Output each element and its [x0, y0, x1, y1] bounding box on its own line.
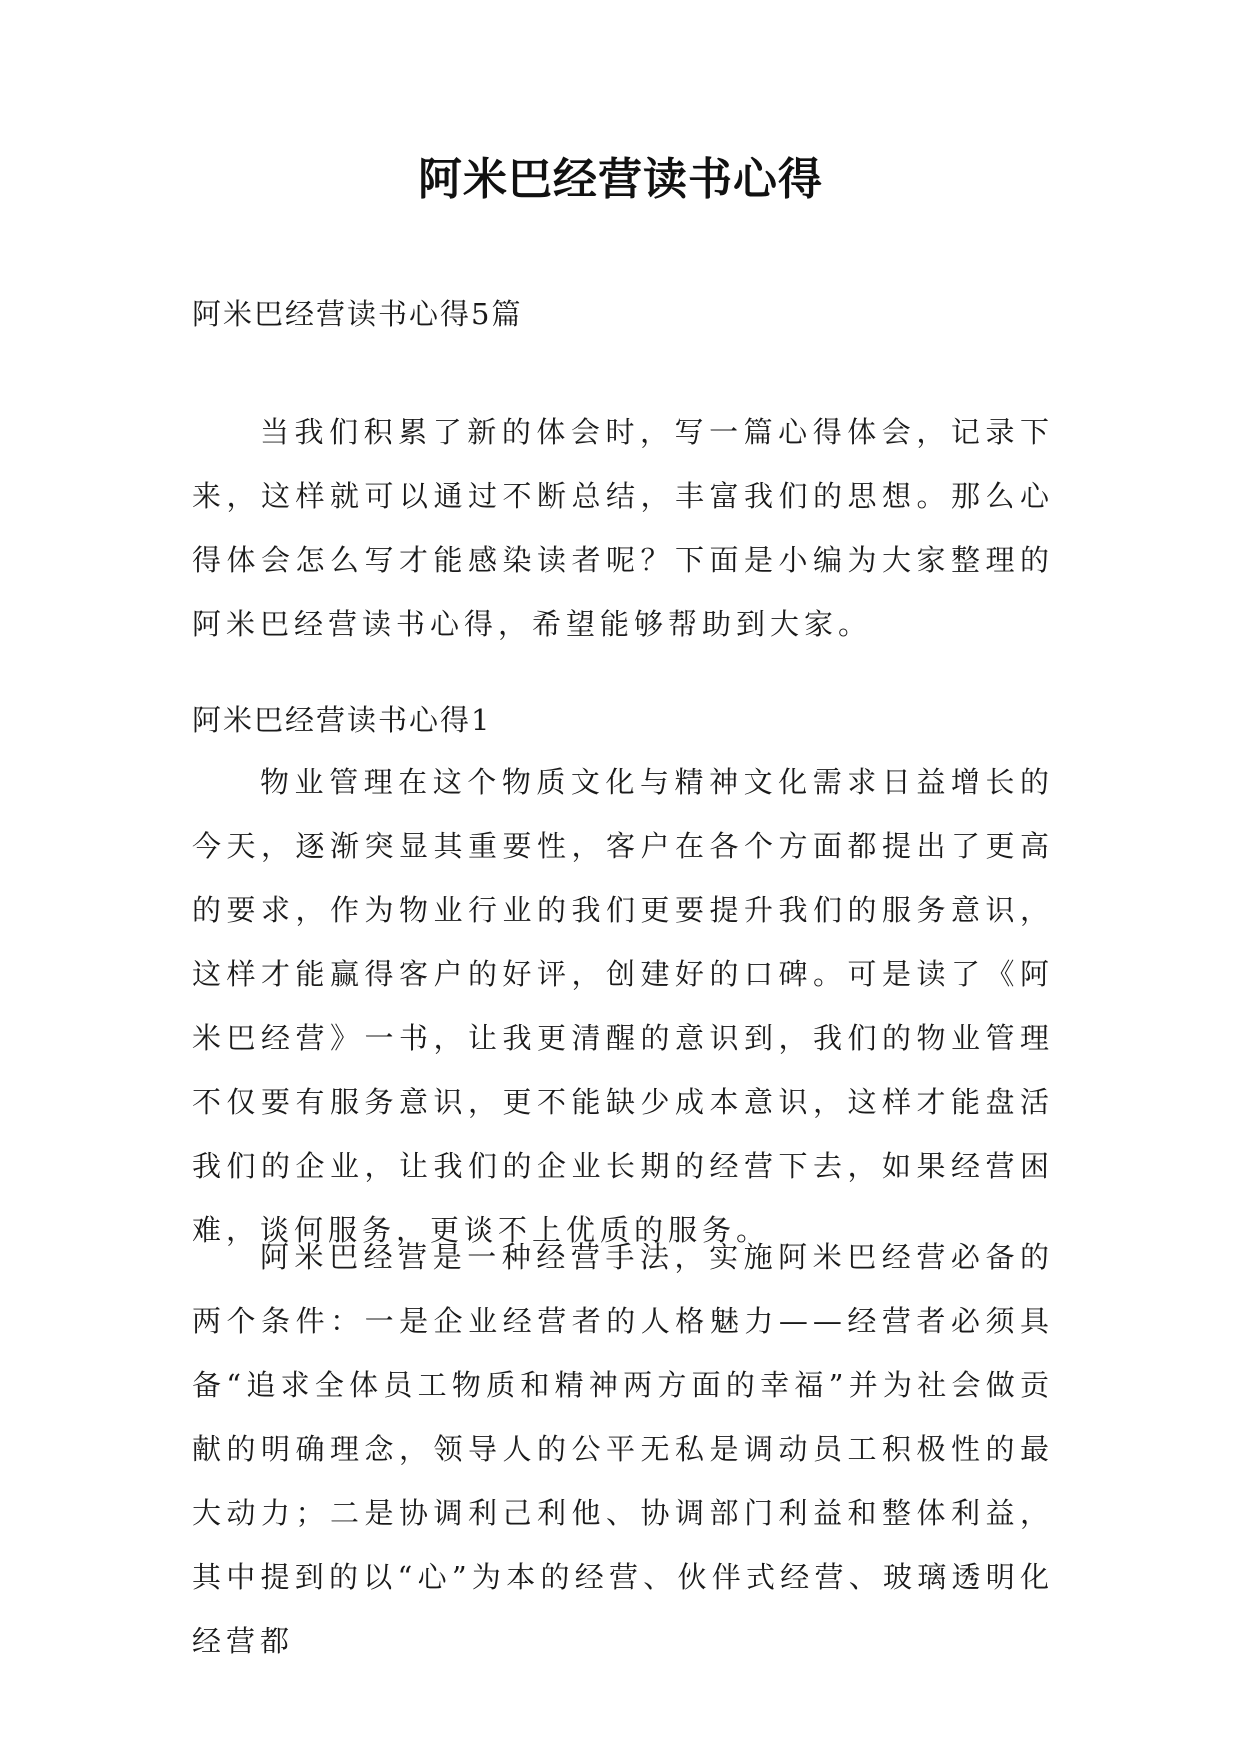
body-paragraph: 物业管理在这个物质文化与精神文化需求日益增长的今天，逐渐突显其重要性，客户在各个方面都提出了更高的要求，作为物业行业的我们更要提升我们的服务意识，这样才能赢得客户的好评，创建好的口碑。可是读了《阿米巴经营》一书，让我更清醒的意识到，我们的物业管理不仅要有服务意识，更不能缺少成本意识，这样才能盘活我们的企业，让我们的企业长期的经营下去，如果经营困难，谈何服务，更谈不上优质的服务。: [192, 765, 1054, 1247]
document-subtitle: 阿米巴经营读书心得5篇: [192, 297, 523, 331]
intro-paragraph: 当我们积累了新的体会时，写一篇心得体会，记录下来，这样就可以通过不断总结，丰富我们的思想。那么心得体会怎么写才能感染读者呢？下面是小编为大家整理的阿米巴经营读书心得，希望能够帮助到大家。: [192, 415, 1054, 641]
body-paragraph: 阿米巴经营是一种经营手法，实施阿米巴经营必备的两个条件：一是企业经营者的人格魅力——经营者必须具备“追求全体员工物质和精神两方面的幸福”并为社会做贡献的明确理念，领导人的公平无私是调动员工积极性的最大动力；二是协调利己利他、协调部门利益和整体利益，其中提到的以“心”为本的经营、伙伴式经营、玻璃透明化经营都: [192, 1240, 1054, 1658]
document-title: 阿米巴经营读书心得: [418, 154, 823, 205]
section-heading: 阿米巴经营读书心得1: [192, 703, 492, 737]
